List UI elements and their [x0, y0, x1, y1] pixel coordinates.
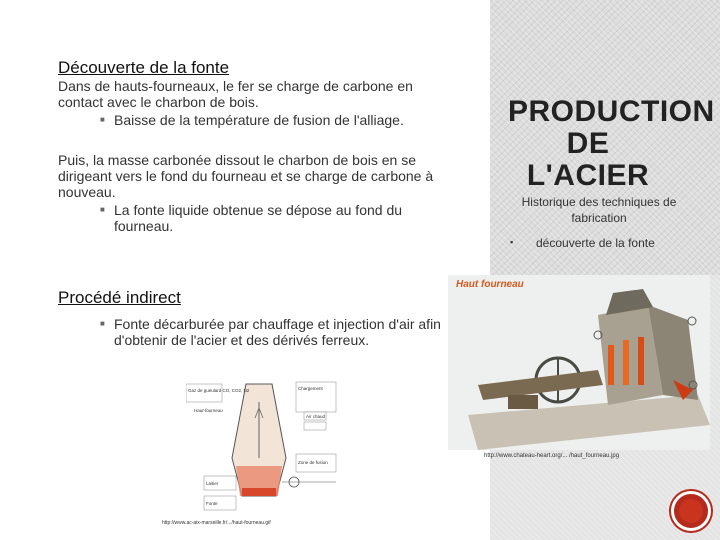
- intro-bullet2: [58, 202, 438, 234]
- bullet-mark-icon: ■: [100, 319, 105, 328]
- intro-heading: Découverte de la fonte: [58, 58, 230, 77]
- diagram-label-fusion: Zone de fusion: [298, 460, 328, 465]
- sidebar-item-label: découverte de la fonte: [536, 236, 655, 250]
- haut-fourneau-label: Haut fourneau: [456, 279, 524, 290]
- intro-para2: Puis, la masse carbonée dissout le charbon de bois en se dirigeant vers le fond du fourneau et se charge de carbone à nouveau.: [58, 152, 434, 200]
- procede-bullet: [58, 316, 484, 348]
- intro-bullet1: [58, 112, 438, 128]
- intro-bullet2-text: La fonte liquide obtenue se dépose au fond du fourneau.: [114, 202, 403, 234]
- sidebar-subtitle: Historique des techniques de fabrication: [521, 195, 677, 225]
- procede-heading: Procédé indirect: [58, 288, 181, 307]
- diagram-label-air: Air chaud: [306, 414, 326, 419]
- bullet-mark-icon: ▪: [510, 237, 514, 247]
- diagram-label-hf: Haut-fourneau: [194, 408, 223, 413]
- diagram-label-gaz: Gaz de gueulard CO, CO2, N2: [188, 388, 250, 393]
- intro-para1: Dans de hauts-fourneaux, le fer se charge de carbone en contact avec le charbon de bois.: [58, 78, 413, 110]
- diagram-svg: [186, 378, 338, 526]
- sidebar-item: [506, 236, 692, 250]
- haut-fourneau-illustration: [448, 275, 710, 450]
- bullet-mark-icon: ■: [100, 205, 105, 214]
- intro-bullet1-text: Baisse de la température de fusion de l'alliage.: [114, 112, 404, 128]
- intro-section: [58, 58, 438, 234]
- blast-furnace-diagram: [186, 378, 338, 526]
- haut-fourneau-caption: http://www.chateau-heart.org/... /haut_fourneau.jpg: [484, 453, 620, 459]
- nav-circle-button[interactable]: [671, 491, 711, 531]
- diagram-label-laitier: Laitier: [206, 481, 219, 486]
- procede-bullet-text: Fonte décarburée par chauffage et injection d'air afin d'obtenir de l'acier et des dérivés ferreux.: [114, 316, 441, 348]
- haut-fourneau-image: [448, 275, 710, 450]
- diagram-label-fonte: Fonte: [206, 501, 218, 506]
- slide-title: PRODUCTION DE L'ACIER: [508, 95, 715, 192]
- diagram-label-chargement: Chargement: [298, 386, 323, 391]
- nav-circle-inner: [679, 499, 703, 523]
- diagram-caption: http://www.ac-aix-marseille.fr/.../haut-fourneau.gif: [162, 520, 271, 526]
- bullet-mark-icon: ■: [100, 115, 105, 124]
